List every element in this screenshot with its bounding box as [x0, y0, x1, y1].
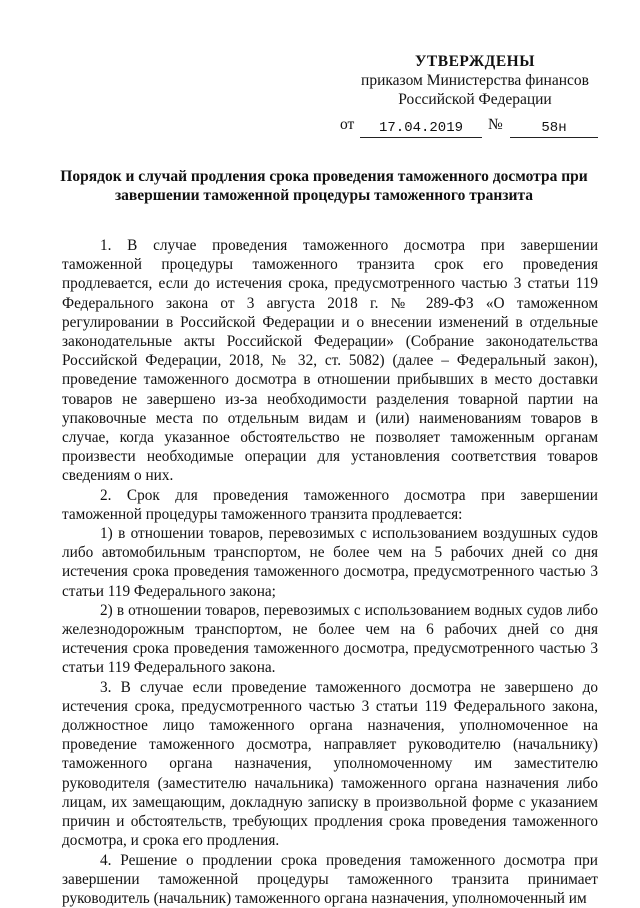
- approval-number: 58н: [510, 119, 598, 138]
- paragraph-4: 4. Решение о продлении срока проведения таможенного досмотра при завершении таможенной процедуры таможенного транзита принимает руководитель (начальник) таможенного органа назначения, уполномоченный им: [62, 851, 598, 908]
- paragraph-2: 2. Срок для проведения таможенного досмотра при завершении таможенной процедуры таможенного транзита продлевается:: [62, 486, 598, 524]
- paragraph-2-item-1: 1) в отношении товаров, перевозимых с использованием воздушных судов либо автомобильным транспортом, не более чем на 5 рабочих дней со дня истечения срока проведения таможенного досмотра, предусмотренного частью 3 статьи 119 Федерального закона;: [62, 524, 598, 601]
- paragraph-3: 3. В случае если проведение таможенного досмотра не завершено до истечения срока, предусмотренного частью 3 статьи 119 Федерального закона, должностное лицо таможенного органа назначения, уполномоченное на проведение таможенного досмотра, направляет руководителю (начальнику) таможенного органа назначения, уполномоченному им заместителю руководителя (заместителю начальника) таможенного органа назначения либо лицам, их замещающим, докладную записку в произвольной форме с указанием причин и обстоятельств, требующих продления срока проведения таможенного досмотра, и срока его продления.: [62, 678, 598, 851]
- approval-date-number: [340, 115, 600, 139]
- date-prefix: от: [340, 115, 354, 134]
- paragraph-1: 1. В случае проведения таможенного досмотра при завершении таможенной процедуры таможенного транзита срок его проведения продлевается, если до истечения срока, предусмотренного частью 3 статьи 119 Федерального закона от 3 августа 2018 г. № 289-ФЗ «О таможенном регулировании в Российской Федерации и о внесении изменений в отдельные законодательные акты Российской Федерации» (Собрание законодательства Российской Федерации, 2018, № 32, ст. 5082) (далее – Федеральный закон), проведение таможенного досмотра в отношении прибывших в место доставки товаров не завершено из-за необходимости разделения товарной партии на упаковочные места по отдельным видам и (или) наименованиям товаров в случае, когда указанное обстоятельство не позволяет таможенным органам произвести необходимые операции для установления соответствия товаров сведениям о них.: [62, 236, 598, 486]
- number-prefix: №: [488, 115, 503, 134]
- approval-date: 17.04.2019: [360, 119, 482, 138]
- document-title: Порядок и случай продления срока проведения таможенного досмотра при завершении таможенной процедуры таможенного транзита: [50, 167, 598, 205]
- approval-line-2: Российской Федерации: [350, 90, 600, 109]
- document-body: [62, 236, 598, 908]
- approval-block: [340, 52, 600, 139]
- approval-heading: УТВЕРЖДЕНЫ: [350, 52, 600, 71]
- approval-line-1: приказом Министерства финансов: [350, 71, 600, 90]
- paragraph-2-item-2: 2) в отношении товаров, перевозимых с использованием водных судов либо железнодорожным транспортом, не более чем на 6 рабочих дней со дня истечения срока проведения таможенного досмотра, предусмотренного частью 3 статьи 119 Федерального закона.: [62, 601, 598, 678]
